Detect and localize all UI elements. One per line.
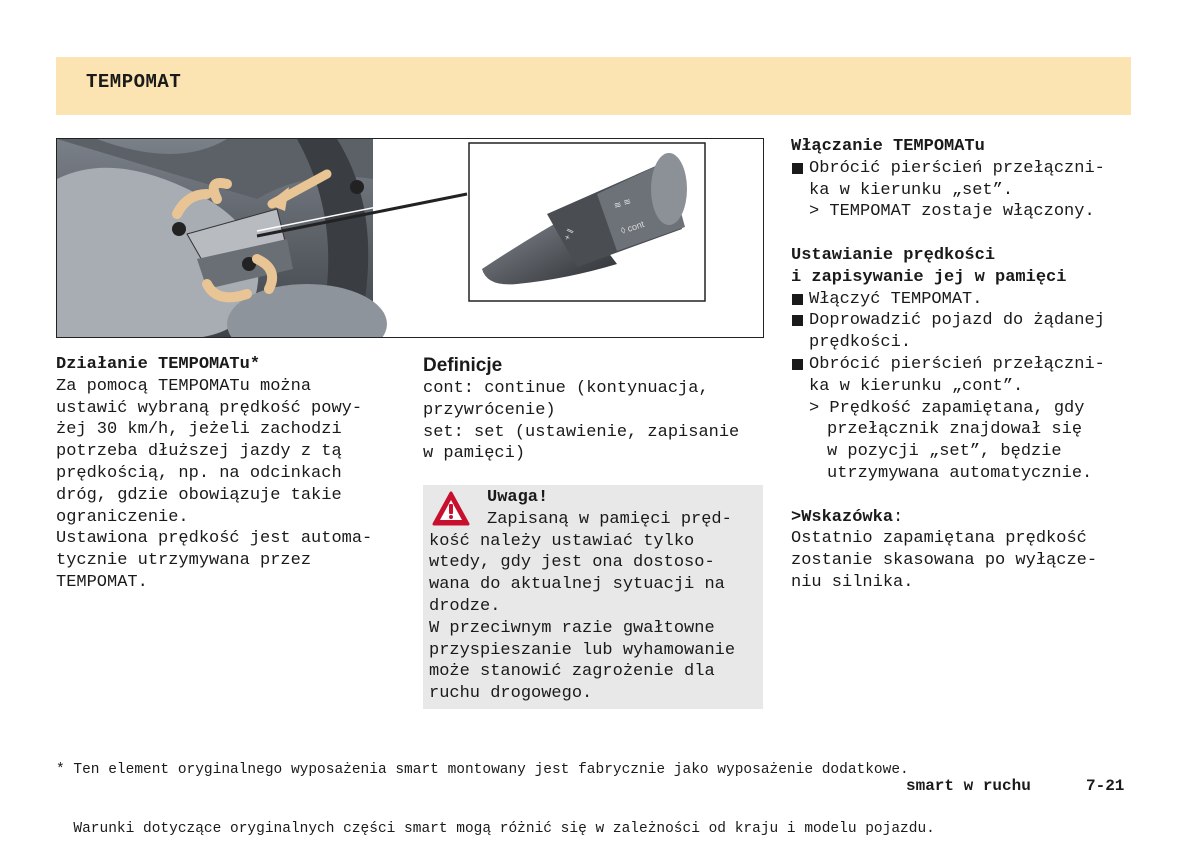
footnote-line: Warunki dotyczące oryginalnych części smart mogą różnić się w zależności od kraju i modelu pojazdu.: [56, 820, 935, 837]
tip-heading: >Wskazówka:: [791, 507, 904, 527]
definitions-section: [423, 354, 768, 465]
warning-line: drodze.: [429, 596, 501, 616]
svg-text:◊ cont: ◊ cont: [619, 218, 646, 236]
bullet-item: Włączyć TEMPOMAT.: [791, 289, 1141, 311]
operation-line: potrzeba dłuższej jazdy z tą: [56, 442, 342, 462]
warning-line: ruchu drogowego.: [429, 684, 593, 704]
operation-line: dróg, gdzie obowiązuje takie: [56, 485, 342, 505]
cruise-control-figure: [56, 138, 764, 338]
tip-line: Ostatnio zapamiętana prędkość: [791, 529, 1087, 549]
page-number: 7-21: [1086, 777, 1125, 795]
operation-line: TEMPOMAT.: [56, 572, 148, 592]
operation-line: ustawić wybraną prędkość powy-: [56, 398, 363, 418]
warning-line: przyspieszanie lub wyhamowanie: [429, 640, 736, 660]
cruise-control-illustration: [57, 139, 764, 338]
operation-line: tycznie utrzymywana przez: [56, 551, 312, 571]
definition-line: przywrócenie): [423, 400, 556, 420]
result-line: przełącznik znajdował się: [827, 420, 1083, 440]
bullet-square-icon: [792, 294, 803, 305]
bullet-square-icon: [792, 359, 803, 370]
operation-section: [56, 354, 406, 594]
operation-heading: Działanie TEMPOMATu*: [56, 355, 261, 374]
bullet-item: Doprowadzić pojazd do żądanej prędkości.: [791, 310, 1141, 354]
warning-line: W przeciwnym razie gwałtowne: [429, 618, 715, 638]
switch-on-heading: Włączanie TEMPOMATu: [791, 137, 985, 156]
tip-line: zostanie skasowana po wyłącze-: [791, 551, 1098, 571]
bullet-item: Obrócić pierścień przełączni- ka w kierunku „cont”.: [791, 354, 1141, 398]
operation-line: Ustawiona prędkość jest automa-: [56, 529, 373, 549]
section-header: [56, 57, 1131, 115]
svg-text:≋ ≋: ≋ ≋: [612, 195, 633, 211]
svg-text:+ ‖: + ‖: [561, 227, 576, 242]
tip-line: niu silnika.: [791, 572, 914, 592]
warning-box: [423, 485, 763, 709]
warning-line: może stanowić zagrożenie dla: [429, 662, 715, 682]
result-line: > TEMPOMAT zostaje włączony.: [809, 202, 1095, 222]
definition-line: w pamięci): [423, 444, 526, 464]
footer-section-name: smart w ruchu: [906, 777, 1031, 795]
warning-line: wana do aktualnej sytuacji na: [429, 575, 725, 595]
definition-line: cont: continue (kontynuacja,: [423, 379, 709, 398]
footnote: [56, 722, 935, 859]
result-line: > Prędkość zapamiętana, gdy: [809, 398, 1085, 418]
definition-line: set: set (ustawienie, zapisanie: [423, 422, 740, 442]
operation-line: żej 30 km/h, jeżeli zachodzi: [56, 420, 342, 440]
bullet-item: Obrócić pierścień przełączni- ka w kierunku „set”.: [791, 158, 1141, 202]
bullet-square-icon: [792, 315, 803, 326]
bullet-square-icon: [792, 163, 803, 174]
page-title: TEMPOMAT: [86, 71, 182, 93]
operation-line: prędkością, np. na odcinkach: [56, 463, 342, 483]
warning-line: wtedy, gdy jest ona dostoso-: [429, 553, 715, 573]
set-speed-heading: Ustawianie prędkości: [791, 245, 996, 265]
operation-line: Za pomocą TEMPOMATu można: [56, 376, 312, 396]
warning-line: kość należy ustawiać tylko: [429, 531, 695, 551]
operation-line: ograniczenie.: [56, 507, 189, 527]
warning-title: Uwaga!: [487, 488, 549, 507]
footnote-line: * Ten element oryginalnego wyposażenia smart montowany jest fabrycznie jako wyposażenie dodatkowe.: [56, 762, 909, 778]
warning-line: Zapisaną w pamięci pręd-: [487, 509, 732, 529]
result-line: utrzymywana automatycznie.: [827, 463, 1093, 483]
definitions-heading: Definicje: [423, 355, 503, 376]
instructions-section: [791, 136, 1141, 594]
set-speed-heading-2: i zapisywanie jej w pamięci: [791, 267, 1067, 287]
result-line: w pozycji „set”, będzie: [827, 442, 1062, 462]
